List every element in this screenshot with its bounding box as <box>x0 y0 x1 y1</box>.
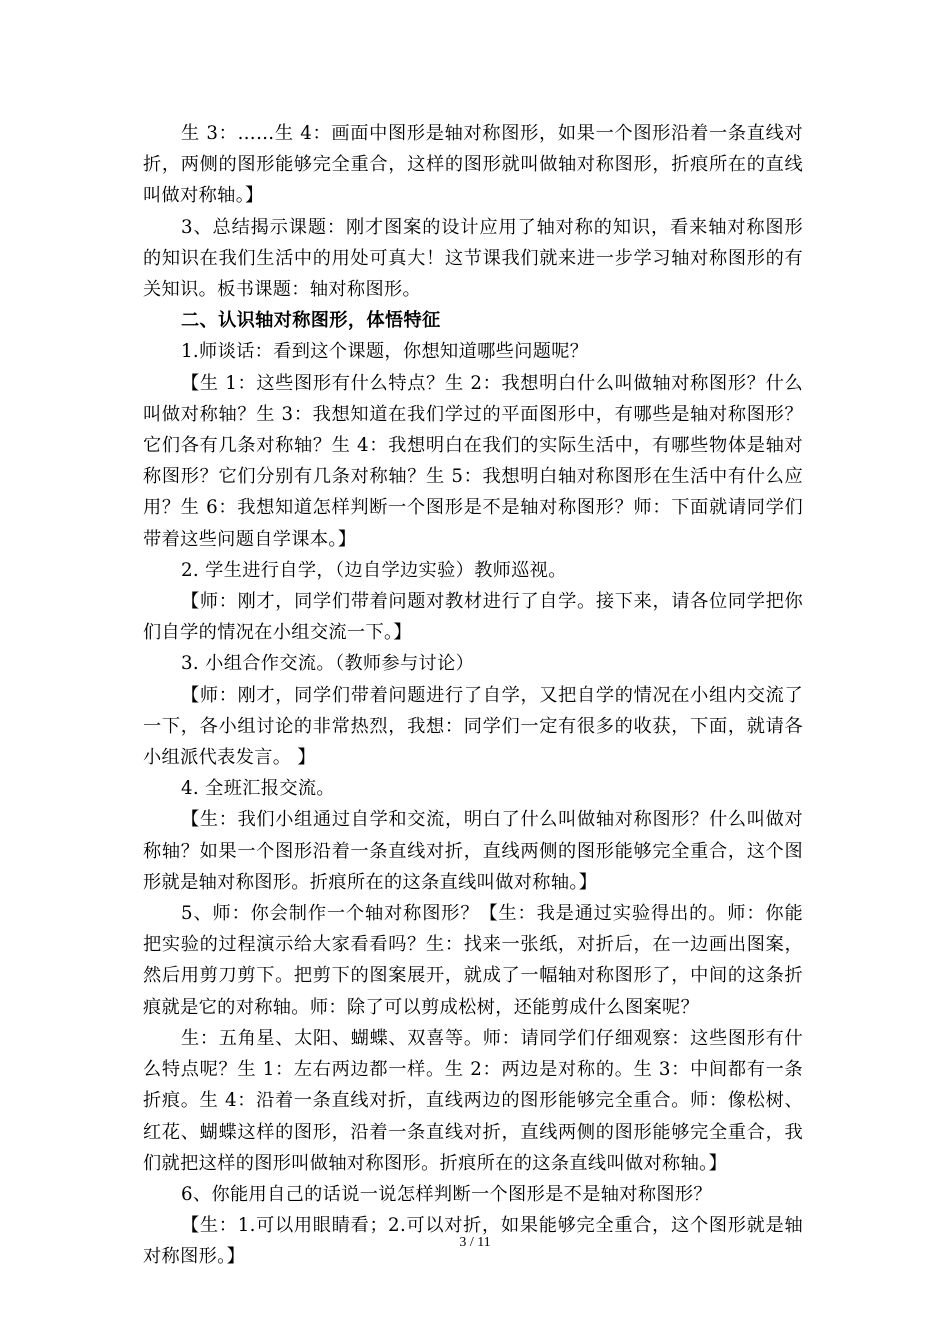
paragraph-group-exchange: 3. 小组合作交流。（教师参与讨论） <box>181 653 475 675</box>
paragraph-make-figure: 5、师：你会制作一个轴对称图形？【生：我是通过实验得出的。师：你能把实验的过程演示给大家看看吗？生：找来一张纸，对折后，在一边画出图案，然后用剪刀剪下。把剪下的图案展开，就成了一幅轴对称图形了，中间的这条折痕就是它的对称轴。师：除了可以剪成松树，还能剪成什么图案呢？ <box>143 903 803 1018</box>
paragraph-teacher-talk: 1.师谈话：看到这个课题，你想知道哪些问题呢？ <box>181 341 589 363</box>
section-heading: 二、认识轴对称图形，体悟特征 <box>181 310 441 332</box>
page-number: 3 / 11 <box>459 1235 491 1250</box>
paragraph-student-report: 【生：我们小组通过自学和交流，明白了什么叫做轴对称图形？什么叫做对称轴？如果一个图形沿着一条直线对折，直线两侧的图形能够完全重合，这个图形就是轴对称图形。折痕所在的这条直线叫做对称轴。】 <box>143 809 803 893</box>
paragraph-student-3-4: 生 3：……生 4：画面中图形是轴对称图形，如果一个图形沿着一条直线对折，两侧的图形能够完全重合，这样的图形就叫做轴对称图形，折痕所在的直线叫做对称轴。】 <box>143 123 803 207</box>
paragraph-teacher-discussion: 【师：刚才，同学们带着问题进行了自学，又把自学的情况在小组内交流了一下，各小组讨论的非常热烈，我想：同学们一定有很多的收获，下面，就请各小组派代表发言。 】 <box>143 684 803 769</box>
paragraph-judge-question: 6、你能用自己的话说一说怎样判断一个图形是不是轴对称图形？ <box>181 1183 712 1205</box>
paragraph-teacher-group: 【师：刚才，同学们带着问题对教材进行了自学。接下来，请各位同学把你们自学的情况在小组交流一下。】 <box>143 591 803 644</box>
paragraph-judge-answer: 【生：1.可以用眼睛看；2.可以对折，如果能够完全重合，这个图形就是轴对称图形。】 <box>143 1215 803 1268</box>
paragraph-student-questions: 【生 1：这些图形有什么特点？生 2：我想明白什么叫做轴对称图形？什么叫做对称轴？生 3：我想知道在我们学过的平面图形中，有哪些是轴对称图形？它们各有几条对称轴？生 4：我想明白在我们的实际生活中，有哪些物体是轴对称图形？它们分别有几条对称轴？生 5：我想明白轴对称图形在生活中有什么应用？生 6：我想知道怎样判断一个图形是不是轴对称图形？师：下面就请同学们带着这些问题自学课本。】 <box>143 372 803 550</box>
paragraph-observe-features: 生：五角星、太阳、蝴蝶、双喜等。师：请同学们仔细观察：这些图形有什么特点呢？生 1：左右两边都一样。生 2：两边是对称的。生 3：中间都有一条折痕。生 4：沿着一条直线对折，直线两边的图形能够完全重合。师：像松树、红花、蝴蝶这样的图形，沿着一条直线对折，直线两侧的图形能够完全重合，我们就把这样的图形叫做轴对称图形。折痕所在的这条直线叫做对称轴。】 <box>143 1027 803 1174</box>
document-body <box>143 118 803 1273</box>
paragraph-summary-topic: 3、总结揭示课题：刚才图案的设计应用了轴对称的知识，看来轴对称图形的知识在我们生活中的用处可真大！这节课我们就来进一步学习轴对称图形的有关知识。板书课题：轴对称图形。 <box>143 216 803 301</box>
paragraph-self-study: 2. 学生进行自学，（边自学边实验）教师巡视。 <box>181 559 567 581</box>
paragraph-class-report: 4. 全班汇报交流。 <box>181 778 335 800</box>
